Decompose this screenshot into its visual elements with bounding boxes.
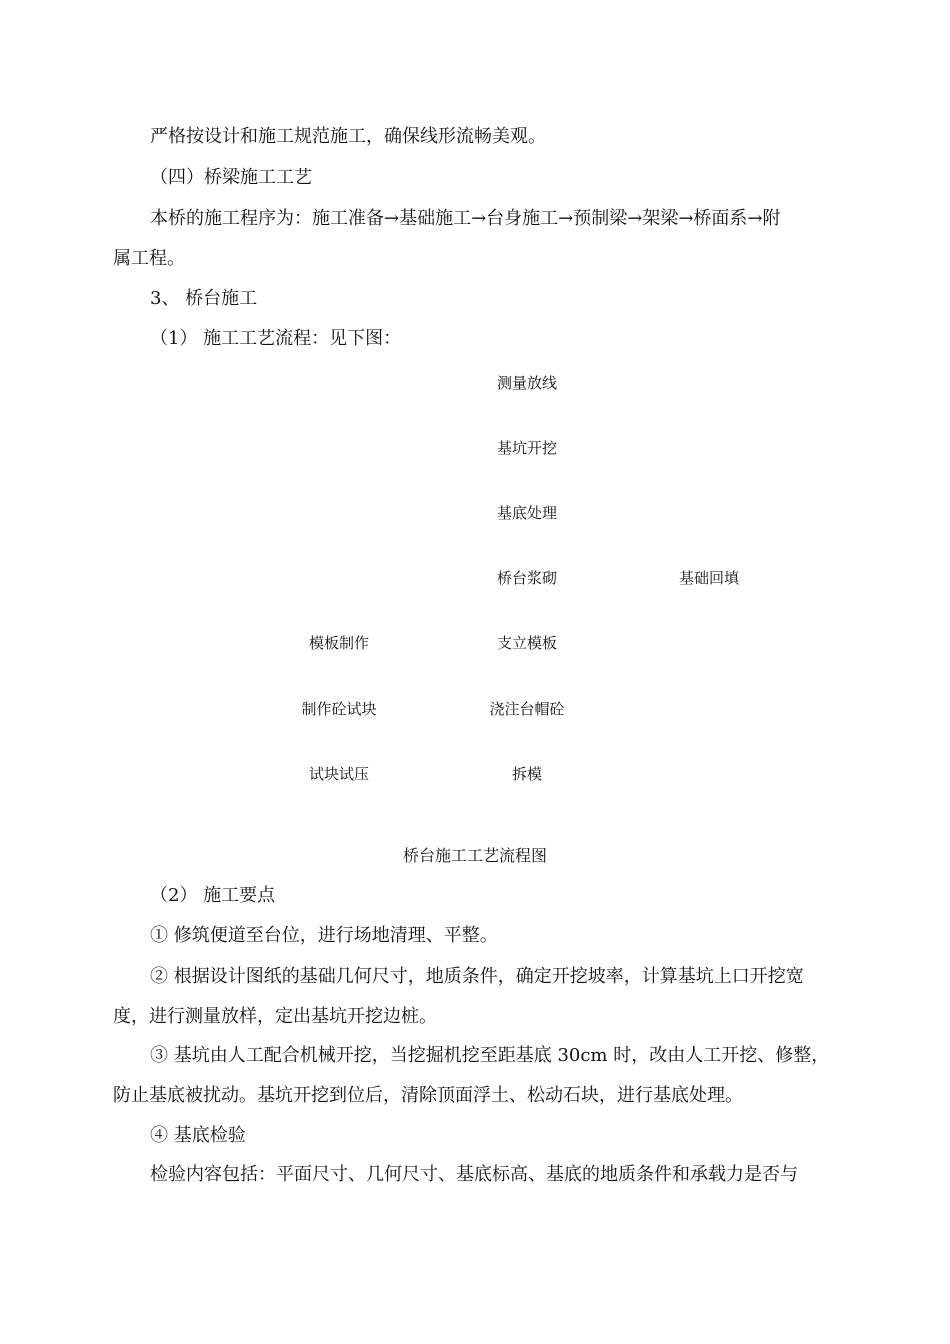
section-heading: （2） 施工要点 [150,885,276,906]
list-item-continuation: 防止基底被扰动。基坑开挖到位后，清除顶面浮土、松动石块，进行基底处理。 [113,1085,743,1106]
flow-step: 拆模 [511,765,543,783]
list-item: ④ 基底检验 [150,1125,246,1146]
list-item: ① 修筑便道至台位，进行场地清理、平整。 [150,925,498,946]
paragraph: 属工程。 [113,248,185,269]
figure-caption: 桥台施工工艺流程图 [402,846,548,865]
flow-step: 基坑开挖 [496,439,558,457]
flow-step-side: 制作砼试块 [301,700,377,718]
paragraph: 本桥的施工程序为：施工准备→基础施工→台身施工→预制梁→架梁→桥面系→附 [150,208,781,229]
flow-step: 测量放线 [496,374,558,392]
paragraph: 严格按设计和施工规范施工，确保线形流畅美观。 [150,126,546,147]
flow-step-side: 基础回填 [678,569,740,587]
list-item: ② 根据设计图纸的基础几何尺寸，地质条件，确定开挖坡率，计算基坑上口开挖宽 [150,966,804,987]
subsection-heading: 3、 桥台施工 [150,288,258,309]
paragraph: （1） 施工工艺流程：见下图： [150,328,402,349]
paragraph: 检验内容包括：平面尺寸、几何尺寸、基底标高、基底的地质条件和承载力是否与 [150,1164,798,1185]
flow-step: 支立模板 [496,634,558,652]
section-heading: （四）桥梁施工工艺 [150,167,312,188]
flow-step-side: 模板制作 [308,634,370,652]
flow-step: 桥台浆砌 [496,569,558,587]
flow-step: 基底处理 [496,504,558,522]
list-item-continuation: 度，进行测量放样，定出基坑开挖边桩。 [113,1006,437,1027]
flow-step: 浇注台帽砼 [489,700,565,718]
list-item: ③ 基坑由人工配合机械开挖，当挖掘机挖至距基底 30cm 时，改由人工开挖、修整， [150,1045,830,1066]
flow-step-side: 试块试压 [308,765,370,783]
